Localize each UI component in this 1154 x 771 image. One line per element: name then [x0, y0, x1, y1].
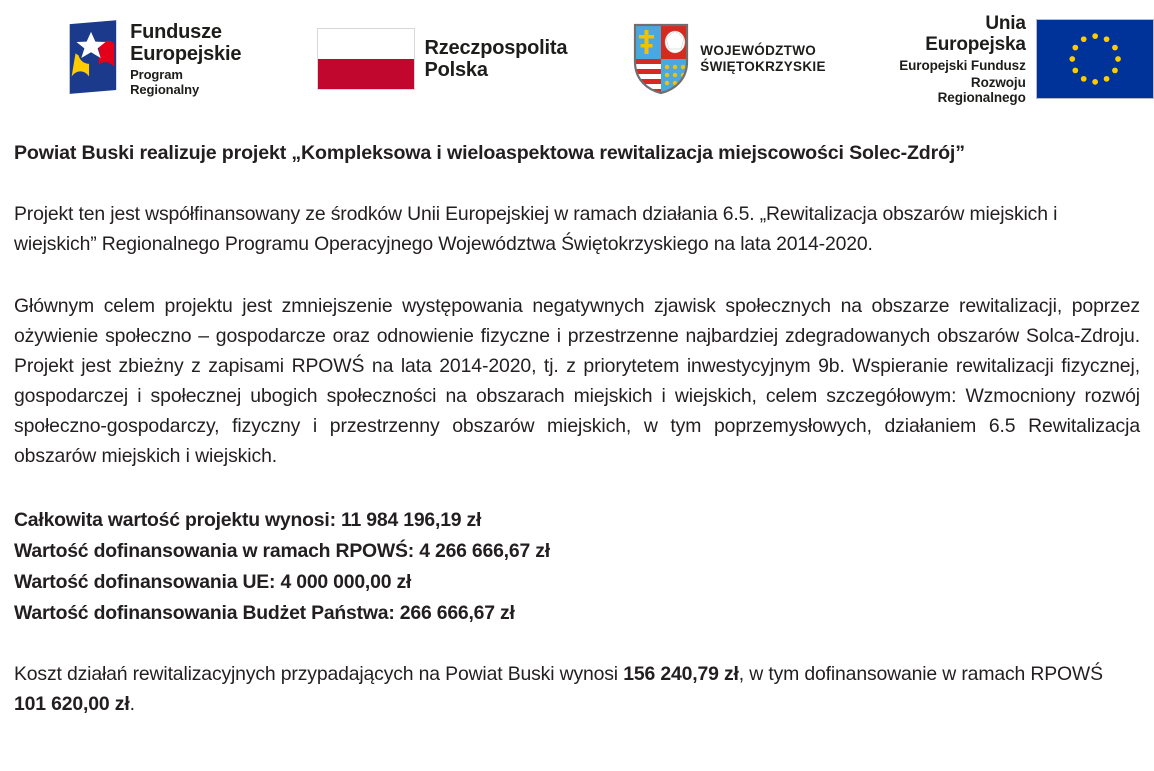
fe-line-1: Fundusze — [130, 20, 222, 43]
swietokrzyskie-coat-of-arms-icon — [632, 22, 690, 96]
flag-red-band — [318, 59, 414, 89]
unia-europejska-text — [884, 13, 1026, 105]
amounts-list — [14, 505, 1140, 629]
ue-line-1: Unia Europejska — [925, 13, 1026, 56]
fundusze-europejskie-icon — [60, 17, 120, 101]
closing-part-2: , w tym dofinansowanie w ramach RPOWŚ — [738, 663, 1103, 685]
document-content — [14, 138, 1140, 719]
rzeczpospolita-polska-text — [425, 37, 568, 82]
logo-rzeczpospolita-polska — [317, 28, 568, 90]
fundusze-europejskie-text — [130, 21, 251, 98]
stripes-quarter — [632, 59, 661, 96]
paragraph-financing: Projekt ten jest współfinansowany ze środków Unii Europejskiej w ramach działania 6.5. „Rewitalizacja obszarów miejskich i wiejskich” Regionalnego Programu Operacyjnego Województwa Świętokrzyskiego na lata 2014-2020. — [14, 203, 1058, 255]
ue-line-2: Europejski Fundusz — [899, 57, 1026, 73]
closing-part-1: Koszt działań rewitalizacyjnych przypadających na Powiat Buski wynosi — [14, 663, 624, 685]
logo-fundusze-europejskie — [60, 17, 252, 101]
eu-flag-icon — [1036, 19, 1154, 99]
gold-dots — [665, 65, 685, 85]
paragraph-goal: Głównym celem projektu jest zmniejszenie występowania negatywnych zjawisk społecznych na obszarze rewitalizacji, poprzez ożywienie społeczno – gospodarcze oraz odnowienie fizyczne i przestrzenne najbardziej zdegradowanych obszarów Solca-Zdroju. Projekt jest zbieżny z zapisami RPOWŚ na lata 2014-2020, tj. z priorytetem inwestycyjnym 9b. Wspieranie rewitalizacji fizycznej, gospodarczej i społecznej ubogich społeczności na obszarach miejskich i wiejskich, celem szczegółowym: Wzmocniony rozwój społeczno-gospodarczy, fizyczny i przestrzenny obszarów miejskich, w tym poprzemysłowych, działaniem 6.5 Rewitalizacja obszarów miejskich i wiejskich. — [14, 295, 1140, 467]
amount-rpows: Wartość dofinansowania w ramach RPOWŚ: 4 266 666,67 zł — [14, 540, 550, 562]
woj-line-2: ŚWIĘTOKRZYSKIE — [700, 59, 826, 74]
closing-amount-1: 156 240,79 zł — [623, 663, 739, 685]
closing-part-3: . — [129, 693, 135, 715]
flag-white-band — [318, 29, 414, 59]
ue-line-3: Rozwoju Regionalnego — [937, 74, 1026, 105]
page-title: Powiat Buski realizuje projekt „Kompleksowa i wieloaspektowa rewitalizacja miejscowości Solec-Zdrój” — [14, 142, 965, 164]
fe-line-2: Europejskie — [130, 42, 242, 65]
woj-line-1: WOJEWÓDZTWO — [700, 43, 817, 59]
amount-total: Całkowita wartość projektu wynosi: 11 984 196,19 zł — [14, 509, 482, 531]
logo-unia-europejska — [884, 13, 1154, 105]
amount-ue: Wartość dofinansowania UE: 4 000 000,00 zł — [14, 571, 412, 593]
logo-wojewodztwo-swietokrzyskie — [632, 22, 825, 96]
amount-budget-panstwa: Wartość dofinansowania Budżet Państwa: 266 666,67 zł — [14, 602, 515, 624]
logo-bar — [0, 0, 1154, 118]
closing-amount-2: 101 620,00 zł — [14, 693, 130, 715]
fe-line-3: Program Regionalny — [130, 67, 200, 97]
paragraph-closing — [14, 659, 1140, 719]
wojewodztwo-swietokrzyskie-text — [700, 43, 825, 74]
rp-line-1: Rzeczpospolita — [424, 36, 568, 59]
polish-flag-icon — [317, 28, 415, 90]
rp-line-2: Polska — [424, 59, 488, 81]
white-eagle — [665, 31, 685, 53]
